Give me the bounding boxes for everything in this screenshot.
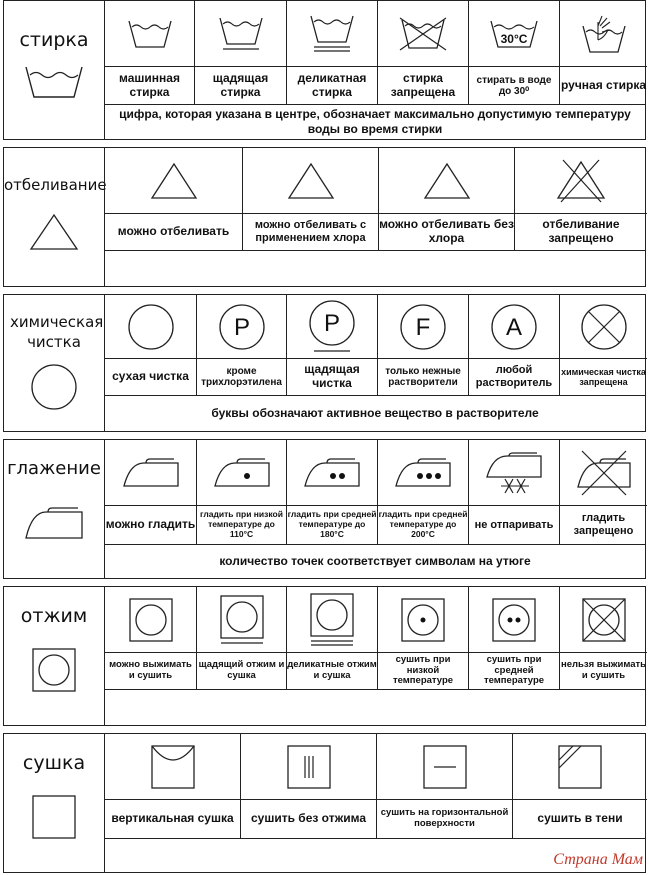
care-cell xyxy=(104,734,240,838)
circle-a-icon xyxy=(469,295,559,359)
care-label: можно отбеливать xyxy=(105,213,242,250)
tumble-dry-medium-icon xyxy=(469,587,559,653)
care-cell xyxy=(194,1,286,105)
tumble-dry-crossed-icon xyxy=(560,587,647,653)
washtub-gentle-icon xyxy=(195,1,286,67)
washtub-icon xyxy=(105,1,194,67)
care-cell xyxy=(196,295,286,395)
care-label: сушить в тени xyxy=(513,799,647,838)
iron-crossed-icon xyxy=(560,440,647,506)
care-cell xyxy=(104,148,242,250)
section-note xyxy=(104,689,645,725)
care-cell xyxy=(104,295,196,395)
circle-crossed-icon xyxy=(560,295,647,359)
care-cell xyxy=(468,440,559,544)
care-label: химическая чистка запрещена xyxy=(560,358,647,395)
section-bleaching xyxy=(3,147,646,287)
line-dry-icon xyxy=(105,734,240,800)
care-cell xyxy=(104,440,196,544)
dry-shade-icon xyxy=(513,734,647,800)
care-label: можно отбеливать без хлора xyxy=(379,213,514,250)
care-label: можно гладить xyxy=(105,505,196,544)
watermark: Страна Мам xyxy=(553,851,643,868)
care-label: машинная стирка xyxy=(105,66,194,105)
care-cell xyxy=(376,734,512,838)
iron-one-dot-icon xyxy=(197,440,286,506)
care-cell xyxy=(377,440,468,544)
care-label: гладить запрещено xyxy=(560,505,647,544)
iron-icon xyxy=(105,440,196,506)
washtub-delicate-icon xyxy=(287,1,377,67)
care-cell xyxy=(468,1,559,105)
care-label: гладить при средней температуре до 180°C xyxy=(287,505,377,544)
section-drycleaning xyxy=(3,294,646,432)
solvent-letter: P xyxy=(233,314,250,341)
iron-no-steam-icon xyxy=(469,440,559,506)
square-icon xyxy=(4,794,104,840)
section-title: глажение xyxy=(7,458,101,479)
care-label: сушить при низкой температуре xyxy=(378,652,468,689)
washtub-temperature-icon xyxy=(469,1,559,67)
tumble-dry-low-icon xyxy=(378,587,468,653)
care-cell xyxy=(377,1,468,105)
section-note: буквы обозначают активное вещество в растворителе xyxy=(104,395,645,431)
section-title: сушка xyxy=(22,752,86,774)
triangle-icon xyxy=(4,212,104,252)
section-washing xyxy=(3,0,646,140)
care-cell xyxy=(559,587,647,689)
care-cell xyxy=(240,734,376,838)
circle-f-icon xyxy=(378,295,468,359)
care-cell xyxy=(377,587,468,689)
care-label: сушить на горизонтальной поверхности xyxy=(377,799,512,838)
care-cell xyxy=(196,587,286,689)
section-title: отбеливание xyxy=(4,176,107,194)
care-label: можно выжимать и сушить xyxy=(105,652,196,689)
care-label: кроме трихлорэтилена xyxy=(197,358,286,395)
care-cell xyxy=(468,587,559,689)
section-note: количество точек соответствует символам на утюге xyxy=(104,544,645,578)
section-title: химическая чистка xyxy=(10,313,104,351)
tumble-dry-gentle-icon xyxy=(197,587,286,653)
circle-icon xyxy=(105,295,196,359)
solvent-letter: P xyxy=(323,310,341,337)
care-label: любой растворитель xyxy=(469,358,559,395)
care-label: можно отбеливать с применением хлора xyxy=(243,213,378,250)
iron-two-dots-icon xyxy=(287,440,377,506)
hand-wash-icon xyxy=(560,1,647,67)
care-label: щадящая чистка xyxy=(287,358,377,395)
tumble-dry-delicate-icon xyxy=(287,587,377,653)
washtub-icon xyxy=(4,63,104,101)
care-label: не отпаривать xyxy=(469,505,559,544)
section-title: отжим xyxy=(20,605,88,627)
circle-p-underlined-icon xyxy=(287,295,377,359)
care-label: стирать в воде до 30⁰ xyxy=(469,66,559,105)
care-cell xyxy=(286,587,377,689)
care-cell xyxy=(378,148,514,250)
care-label: сушить при средней температуре xyxy=(469,652,559,689)
section-ironing xyxy=(3,439,646,579)
care-label: только нежные растворители xyxy=(378,358,468,395)
care-label: отбеливание запрещено xyxy=(515,213,647,250)
care-cell xyxy=(514,148,647,250)
care-cell xyxy=(242,148,378,250)
section-drying xyxy=(3,733,646,873)
care-label: щадящая стирка xyxy=(195,66,286,105)
dry-flat-icon xyxy=(377,734,512,800)
iron-icon xyxy=(4,506,104,542)
care-cell xyxy=(559,295,647,395)
tumble-dry-icon xyxy=(105,587,196,653)
care-cell xyxy=(559,440,647,544)
care-label: деликатные отжим и сушка xyxy=(287,652,377,689)
iron-three-dots-icon xyxy=(378,440,468,506)
section-spinning xyxy=(3,586,646,726)
temperature-text: 30°C xyxy=(500,32,528,46)
care-label: гладить при низкой температуре до 110°C xyxy=(197,505,286,544)
triangle-crossed-icon xyxy=(515,148,647,214)
care-label: ручная стирка xyxy=(560,66,647,105)
drip-dry-icon xyxy=(241,734,376,800)
tumble-dry-icon xyxy=(4,647,104,693)
care-cell xyxy=(286,295,377,395)
triangle-icon xyxy=(105,148,242,214)
care-cell xyxy=(512,734,647,838)
section-title: стирка xyxy=(19,29,89,51)
care-label: нельзя выжимать и сушить xyxy=(560,652,647,689)
solvent-letter: A xyxy=(505,314,523,341)
care-label: вертикальная сушка xyxy=(105,799,240,838)
care-cell xyxy=(286,440,377,544)
care-label: гладить при средней температуре до 200°C xyxy=(378,505,468,544)
care-cell xyxy=(559,1,647,105)
section-note: цифра, которая указана в центре, обозначает максимально допустимую температуру воды во время стирки xyxy=(104,104,645,139)
care-label: сушить без отжима xyxy=(241,799,376,838)
care-label: стирка запрещена xyxy=(378,66,468,105)
care-cell xyxy=(104,1,194,105)
solvent-letter: F xyxy=(415,314,431,341)
care-cell xyxy=(286,1,377,105)
care-cell xyxy=(104,587,196,689)
section-note xyxy=(104,250,645,286)
care-cell xyxy=(196,440,286,544)
circle-p-icon xyxy=(197,295,286,359)
care-label: сухая чистка xyxy=(105,358,196,395)
care-label: щадящий отжим и сушка xyxy=(197,652,286,689)
care-cell xyxy=(377,295,468,395)
triangle-no-chlorine-icon xyxy=(379,148,514,214)
care-label: деликатная стирка xyxy=(287,66,377,105)
care-cell xyxy=(468,295,559,395)
circle-icon xyxy=(4,363,104,411)
triangle-chlorine-icon xyxy=(243,148,378,214)
washtub-crossed-icon xyxy=(378,1,468,67)
